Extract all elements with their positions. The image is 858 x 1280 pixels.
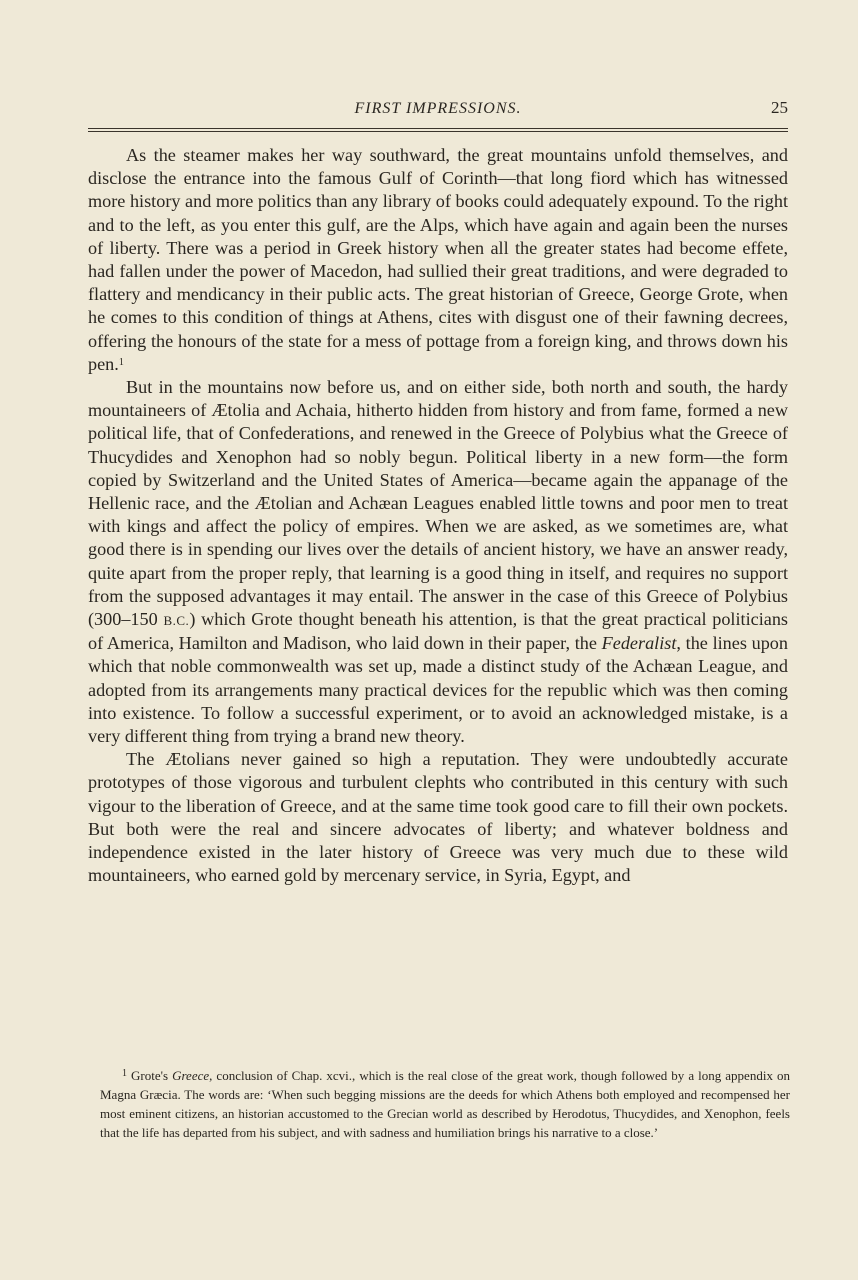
paragraph-2-text-b: ) which Grote thought beneath his attention, is that the great practical politicians of America, Hamilton and Madison, who laid down in their paper, the	[88, 609, 789, 654]
paragraph-3-text: The Ætolians never gained so high a reputation. They were undoubtedly accurate prototypes of those vigorous and turbulent clephts who contributed in this century with such vigour to the liberation of Greece, and at the same time took good care to fill their own pockets. But both were the real and sincere advocates of liberty; and whatever boldness and independence existed in the later history of Greece was very much due to these wild mountaineers, who earned gold by mercenary service, in Syria, Egypt, and	[88, 749, 788, 886]
footnote-italic-greece: Greece	[172, 1068, 210, 1083]
footnote-text-a: Grote's	[127, 1068, 173, 1083]
footnote-reference: 1	[118, 356, 124, 368]
running-head	[88, 96, 788, 126]
paragraph-3	[88, 748, 788, 887]
footnote-text-b: , conclusion of Chap. xcvi., which is the real close of the great work, though followed by a long appendix on Magna Græcia. The words are: ‘When such begging missions are the deeds for which Athens both employed and recompensed her most eminent citizens, an historian accustomed to the Grecian world as described by Herodotus, Thucydides, and Xenophon, feels that the life has departed from his subject, and with sadness and humiliation brings his narrative to a close.’	[100, 1068, 790, 1140]
body-text	[88, 144, 788, 888]
paragraph-2-text-c: , the lines upon which that noble commonwealth was set up, made a distinct study of the Achæan League, and adopted from its arrangements many practical devices for the republic which was then coming into existence. To follow a successful experiment, or to avoid an acknowledged mistake, is a very different thing from trying a brand new theory.	[88, 633, 788, 747]
paragraph-1	[88, 144, 788, 376]
italic-title-federalist: Federalist	[601, 633, 677, 654]
page-number: 25	[771, 98, 788, 117]
paragraph-2	[88, 376, 788, 748]
footnote	[100, 1066, 790, 1142]
paragraph-2-text-a: But in the mountains now before us, and on either side, both north and south, the hardy mountaineers of Ætolia and Achaia, hitherto hidden from history and from fame, formed a new political life, that of Confederations, and renewed in the Greece of Polybius what the Greece of Thucydides and Xenophon had so nobly begun. Political liberty in a new form—the form copied by Switzerland and the United States of America—became again the appanage of the Hellenic race, and the Ætolian and Achæan Leagues enabled little towns and poor men to treat with kings and affect the policy of empires. When we are asked, as we sometimes are, what good there is in spending our lives over the details of ancient history, we have an answer ready, quite apart from the proper reply, that learning is a good thing in itself, and requires no support from the supposed advantages it may entail. The answer in the case of this Greece of Polybius (300–150	[88, 377, 788, 630]
header-rule	[88, 128, 788, 132]
running-title: FIRST IMPRESSIONS.	[354, 100, 522, 117]
footnote-mark: 1	[122, 1068, 127, 1079]
date-abbreviation: B.C.	[163, 613, 190, 629]
paragraph-1-text: As the steamer makes her way southward, the great mountains unfold themselves, and disclose the entrance into the famous Gulf of Corinth—that long fiord which has witnessed more history and more politics than any library of books could adequately expound. To the right and to the left, as you enter this gulf, are the Alps, which have again and again been the nurses of liberty. There was a period in Greek history when all the greater states had become effete, had fallen under the power of Macedon, had sullied their great traditions, and were degraded to flattery and mendicancy in their public acts. The great historian of Greece, George Grote, when he comes to this condition of things at Athens, cites with disgust one of their fawning decrees, offering the honours of the state for a mess of pottage from a foreign king, and throws down his pen.	[88, 145, 788, 374]
